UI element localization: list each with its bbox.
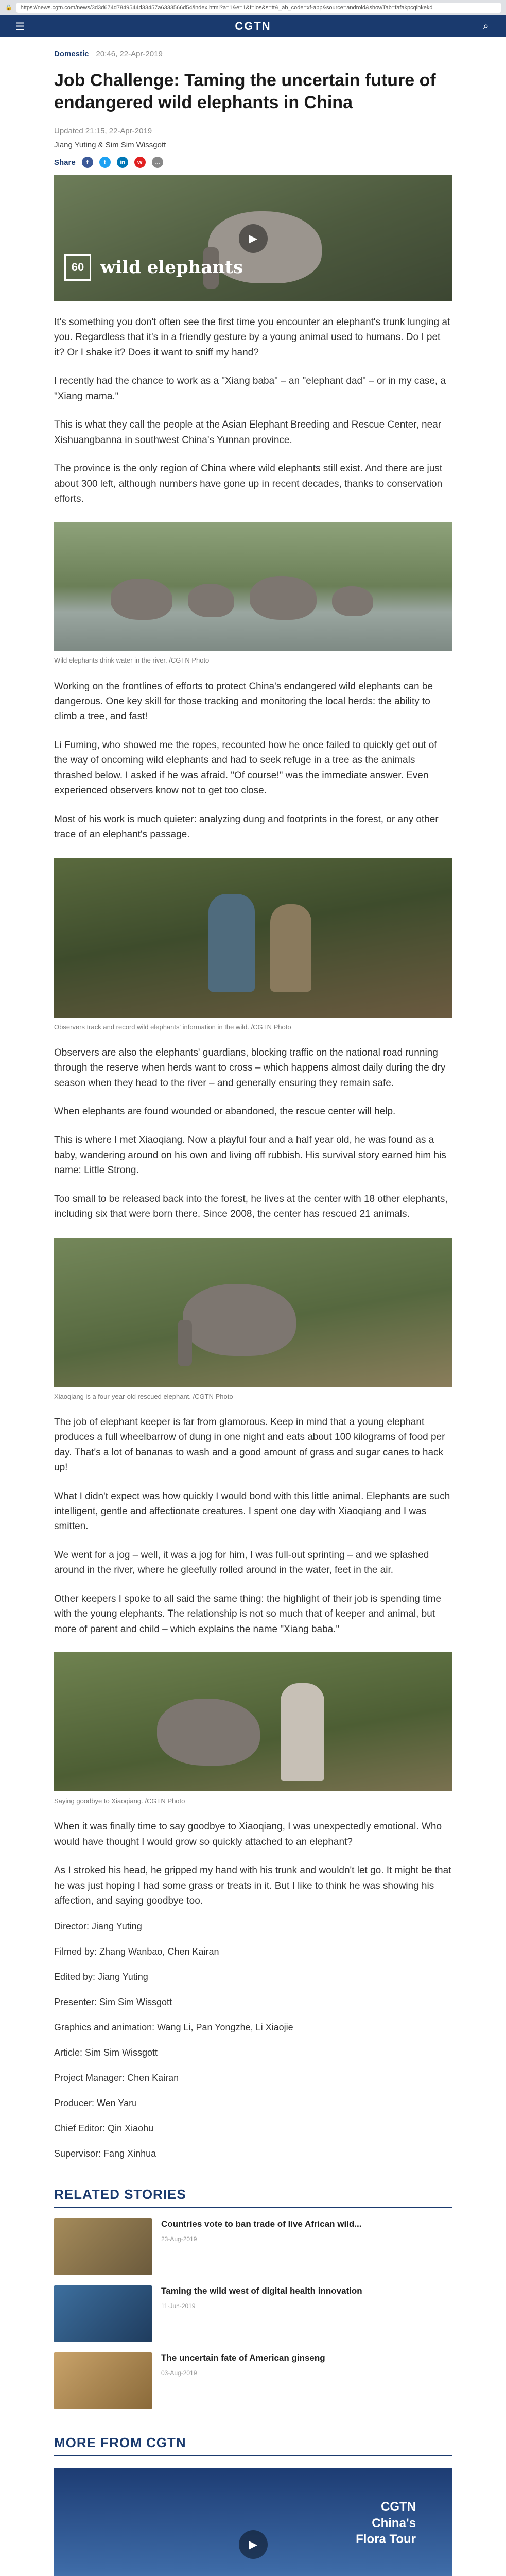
- more-from-cgtn-title: MORE FROM CGTN: [54, 2435, 452, 2456]
- facebook-icon[interactable]: f: [82, 157, 93, 168]
- article-meta: [54, 49, 452, 58]
- person-shape: [270, 904, 311, 992]
- photo-caption: Saying goodbye to Xiaoqiang. /CGTN Photo: [54, 1797, 185, 1805]
- related-item[interactable]: [54, 2285, 452, 2342]
- flora-tour-badge: [356, 2499, 416, 2547]
- related-item-date: 23-Aug-2019: [161, 2235, 197, 2243]
- article-headline: Job Challenge: Taming the uncertain future of endangered wild elephants in China: [54, 71, 436, 112]
- credit-line: Edited by: Jiang Yuting: [54, 1972, 148, 1982]
- address-field[interactable]: https://news.cgtn.com/news/3d3d674d7849544d33457a6333566d54/index.html?a=1&e=1&f=ios&s=tt&_ab_code=xf-app&source=android&showTab=fafakpcqlhkekd: [16, 3, 501, 13]
- related-thumbnail[interactable]: [54, 2285, 152, 2342]
- related-item-date: 11-Jun-2019: [161, 2302, 196, 2310]
- related-list: [54, 2218, 452, 2409]
- elephant-shape: [183, 1284, 296, 1356]
- search-icon[interactable]: ⌕: [483, 20, 489, 32]
- credit-line: Filmed by: Zhang Wanbao, Chen Kairan: [54, 1946, 219, 1957]
- credit-line: Chief Editor: Qin Xiaohu: [54, 2123, 154, 2134]
- credit-line: Article: Sim Sim Wissgott: [54, 2047, 158, 2058]
- photo-caption: Observers track and record wild elephants' information in the wild. /CGTN Photo: [54, 1023, 291, 1031]
- paragraph: Other keepers I spoke to all said the same thing: the highlight of their job is spending time with the young elephants. The relationship is not so much that of keeper and animal, but more of parent and child – which explains the name "Xiang baba.": [54, 1593, 441, 1635]
- elephant-shape: [332, 586, 373, 616]
- paragraph: This is where I met Xiaoqiang. Now a playful four and a half year old, he was found as a baby, wandering around on his own and living off rubbish. His survival story earned him his name: Little Strong.: [54, 1134, 446, 1176]
- elephant-shape: [111, 579, 172, 620]
- hero-video[interactable]: [54, 175, 452, 301]
- related-item-title[interactable]: Countries vote to ban trade of live African wild...: [161, 2219, 362, 2229]
- paragraph: What I didn't expect was how quickly I would bond with this little animal. Elephants are such intelligent, gentle and affectionate creatures. I spent one day with Xiaoqiang and I was smitten.: [54, 1490, 450, 1532]
- credit-line: Producer: Wen Yaru: [54, 2098, 137, 2109]
- credit-line: Supervisor: Fang Xinhua: [54, 2148, 156, 2159]
- observers-photo: [54, 858, 452, 1018]
- person-shape: [281, 1683, 324, 1781]
- weibo-icon[interactable]: w: [134, 157, 146, 168]
- article-credits: [54, 1920, 452, 2161]
- paragraph: Working on the frontlines of efforts to protect China's endangered wild elephants can be dangerous. One key skill for those tracking and monitoring the local herds: the ability to climb a tree, and fast!: [54, 681, 433, 722]
- paragraph: I recently had the chance to work as a "Xiang baba" – an "elephant dad" – or in my case, a "Xiang mama.": [54, 376, 446, 402]
- paragraph: As I stroked his head, he gripped my hand with his trunk and wouldn't let go. It might be that he was just hoping I had some grass or treats in it. But I like to think he was showing his affection, and saying goodbye too.: [54, 1865, 451, 1906]
- badge-line: CGTN: [381, 2500, 416, 2514]
- article-authors: Jiang Yuting & Sim Sim Wissgott: [54, 141, 166, 149]
- xiaoqiang-photo: [54, 1238, 452, 1387]
- paragraph: It's something you don't often see the first time you encounter an elephant's trunk lunging at you. Regardless that it's in a friendly gesture by a young animal used to humans. Do I pet it? Or I shake it? Does it want to sniff my hand?: [54, 317, 450, 358]
- related-stories-title: RELATED STORIES: [54, 2187, 452, 2208]
- paragraph: We went for a jog – well, it was a jog for him, I was full-out sprinting – and we splashed around in the river, where he gleefully rolled around in the water, feet in the air.: [54, 1549, 429, 1576]
- related-item[interactable]: [54, 2218, 452, 2275]
- badge-line: China's: [372, 2516, 416, 2530]
- article-body: [54, 315, 452, 1908]
- paragraph: Too small to be released back into the forest, he lives at the center with 18 other elephants, including six that were born there. Since 2008, the center has rescued 21 animals.: [54, 1193, 448, 1220]
- site-logo[interactable]: CGTN: [235, 20, 271, 32]
- river-photo: [54, 522, 452, 651]
- figure-river: [54, 522, 452, 665]
- related-item-title[interactable]: The uncertain fate of American ginseng: [161, 2353, 325, 2363]
- elephant-shape: [188, 584, 234, 617]
- credit-line: Director: Jiang Yuting: [54, 1921, 142, 1932]
- hero-overlay-text: wild elephants: [100, 257, 243, 278]
- trunk-shape: [178, 1320, 192, 1366]
- paragraph: This is what they call the people at the Asian Elephant Breeding and Rescue Center, near Xishuangbanna in southwest China's Yunnan province.: [54, 419, 442, 446]
- play-icon[interactable]: ▶: [239, 224, 268, 253]
- twitter-icon[interactable]: t: [99, 157, 111, 168]
- share-bar: [54, 157, 452, 168]
- figure-xiaoqiang: [54, 1238, 452, 1401]
- article-container: [0, 49, 506, 2576]
- related-item-title[interactable]: Taming the wild west of digital health innovation: [161, 2286, 362, 2296]
- menu-icon[interactable]: ☰: [15, 21, 25, 32]
- credit-line: Presenter: Sim Sim Wissgott: [54, 1997, 172, 2008]
- photo-caption: Xiaoqiang is a four-year-old rescued elephant. /CGTN Photo: [54, 1392, 233, 1400]
- related-thumbnail[interactable]: [54, 2218, 152, 2275]
- credit-line: Project Manager: Chen Kairan: [54, 2073, 179, 2083]
- photo-caption: Wild elephants drink water in the river. /CGTN Photo: [54, 656, 210, 665]
- paragraph: When elephants are found wounded or abandoned, the rescue center will help.: [54, 1106, 396, 1117]
- paragraph: Most of his work is much quieter: analyzing dung and footprints in the forest, or any other trace of an elephant's passage.: [54, 814, 439, 840]
- paragraph: Li Fuming, who showed me the ropes, recounted how he once failed to quickly get out of the way of oncoming wild elephants and had to seek refuge in a tree as the animals thrashed below. I asked if he was afraid. "Of course!" was the immediate answer. Even experienced observers know not to get too close.: [54, 739, 437, 796]
- site-header: [0, 15, 506, 37]
- person-shape: [208, 894, 255, 992]
- credit-line: Graphics and animation: Wang Li, Pan Yongzhe, Li Xiaojie: [54, 2022, 293, 2033]
- figure-goodbye: [54, 1652, 452, 1806]
- share-label: Share: [54, 158, 76, 167]
- publish-date: 20:46, 22-Apr-2019: [96, 49, 163, 58]
- paragraph: Observers are also the elephants' guardians, blocking traffic on the national road running through the reserve when herds want to cross – which happens almost daily during the dry season when they head to the river – and generally ensuring they remain safe.: [54, 1047, 446, 1089]
- related-item[interactable]: [54, 2352, 452, 2409]
- paragraph: The job of elephant keeper is far from glamorous. Keep in mind that a young elephant produces a full wheelbarrow of dung in one night and eats about 100 kilograms of food per day. That's a lot of bananas to wash and a good amount of grass and sugar canes to hack up!: [54, 1416, 445, 1473]
- hero-badge: 60: [64, 254, 91, 281]
- elephant-shape: [250, 576, 317, 620]
- play-icon[interactable]: ▶: [239, 2530, 268, 2559]
- paragraph: The province is the only region of China where wild elephants still exist. And there are just about 300 left, although numbers have gone up in recent decades, thanks to conservation efforts.: [54, 463, 443, 504]
- paragraph: When it was finally time to say goodbye to Xiaoqiang, I was unexpectedly emotional. Who would have thought I would grow so quickly attached to an elephant?: [54, 1821, 442, 1848]
- elephant-shape: [157, 1699, 260, 1766]
- section-tag[interactable]: Domestic: [54, 49, 89, 58]
- related-item-date: 03-Aug-2019: [161, 2369, 197, 2377]
- updated-time: Updated 21:15, 22-Apr-2019: [54, 127, 152, 135]
- goodbye-photo: [54, 1652, 452, 1791]
- more-hero-image[interactable]: [54, 2468, 452, 2576]
- linkedin-icon[interactable]: in: [117, 157, 128, 168]
- more-share-icon[interactable]: …: [152, 157, 163, 168]
- badge-line: Flora Tour: [356, 2532, 416, 2546]
- browser-url-bar: [0, 0, 506, 15]
- figure-observers: [54, 858, 452, 1032]
- lock-icon: 🔒: [5, 5, 12, 11]
- related-thumbnail[interactable]: [54, 2352, 152, 2409]
